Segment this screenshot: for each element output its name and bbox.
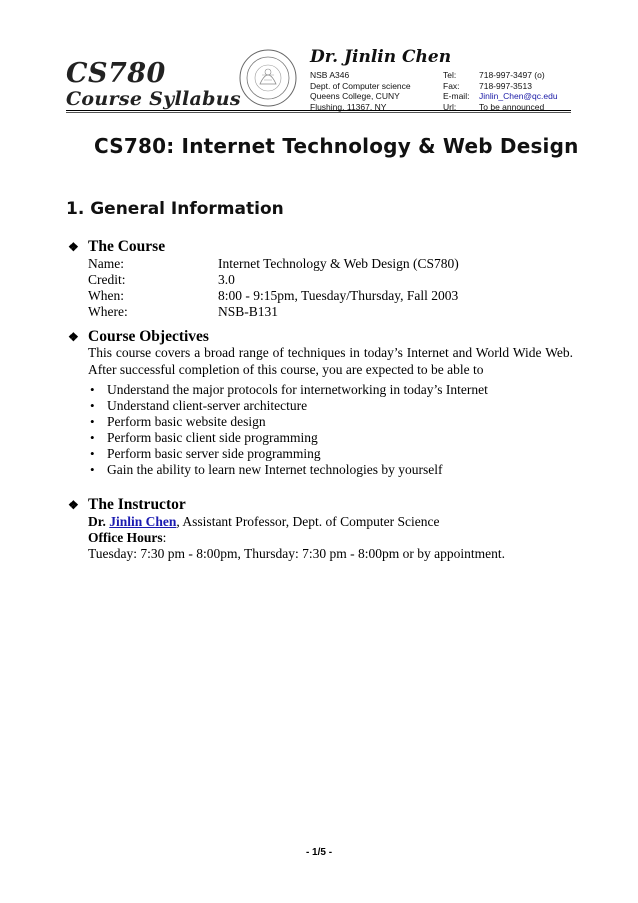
list-item: • Gain the ability to learn new Internet technologies by yourself	[88, 462, 488, 478]
page-number: - 1/5 -	[305, 847, 333, 858]
course-info-row	[88, 272, 235, 288]
college-seal-icon	[238, 48, 298, 108]
doc-type: Course Syllabus	[66, 88, 241, 110]
office-hours-label: Office Hours	[88, 530, 163, 545]
course-code: CS780	[66, 58, 166, 89]
objectives-heading	[68, 328, 209, 346]
course-heading-text: The Course	[88, 238, 166, 255]
instructor-name-header: Dr. Jinlin Chen	[310, 47, 452, 67]
contact-label: E-mail:	[443, 91, 470, 101]
contact-labels	[443, 70, 469, 112]
header-divider-thin	[66, 112, 571, 113]
address-line: NSB A346	[310, 70, 350, 80]
phone-value: 718-997-3497 (o)	[479, 70, 545, 80]
instructor-name-link[interactable]: Jinlin Chen	[109, 514, 177, 529]
office-hours-colon: :	[162, 530, 167, 545]
instructor-title-prefix: Dr.	[88, 514, 106, 529]
url-value: To be announced	[479, 101, 545, 112]
instructor-heading-text: The Instructor	[88, 496, 186, 513]
info-value: Internet Technology & Web Design (CS780)	[218, 256, 459, 271]
fax-value: 718-997-3513	[479, 80, 532, 91]
office-hours-text: Tuesday: 7:30 pm - 8:00pm, Thursday: 7:30 pm - 8:00pm or by appointment.	[88, 546, 505, 561]
office-hours-label-line	[88, 530, 166, 546]
address-line: Queens College, CUNY	[310, 91, 400, 101]
course-info-row	[88, 288, 458, 304]
diamond-bullet-icon: ❖	[68, 240, 79, 254]
info-value: 3.0	[218, 272, 235, 287]
email-link[interactable]: Jinlin_Chen@qc.edu	[479, 91, 558, 101]
diamond-bullet-icon: ❖	[68, 330, 79, 344]
address-line: Dept. of Computer science	[310, 80, 411, 91]
course-heading	[68, 238, 165, 256]
office-address	[310, 70, 411, 112]
list-item: • Understand client-server architecture	[88, 398, 488, 414]
list-item: • Understand the major protocols for internetworking in today’s Internet	[88, 382, 488, 398]
list-item: • Perform basic client side programming	[88, 430, 488, 446]
info-key: Where:	[88, 304, 128, 319]
document-title: CS780: Internet Technology & Web Design	[94, 134, 579, 158]
instructor-position: , Assistant Professor, Dept. of Computer Science	[176, 514, 440, 529]
list-item: • Perform basic server side programming	[88, 446, 488, 462]
objectives-list	[88, 382, 488, 478]
info-value: 8:00 - 9:15pm, Tuesday/Thursday, Fall 2003	[218, 288, 459, 303]
instructor-line	[88, 514, 439, 530]
address-line: Flushing, 11367, NY	[310, 101, 387, 112]
course-info-row	[88, 304, 278, 320]
info-key: Credit:	[88, 272, 126, 287]
objectives-intro: This course covers a broad range of techniques in today’s Internet and World Wide Web. After successful completion of this course, you are expected to be able to	[88, 345, 573, 377]
section-heading: 1. General Information	[66, 199, 284, 219]
contact-label: Tel:	[443, 70, 457, 80]
objectives-heading-text: Course Objectives	[88, 328, 209, 345]
header-divider	[66, 110, 571, 111]
contact-values	[479, 70, 558, 112]
info-key: When:	[88, 288, 124, 303]
info-key: Name:	[88, 256, 124, 271]
diamond-bullet-icon: ❖	[68, 498, 79, 512]
info-value: NSB-B131	[218, 304, 279, 319]
instructor-heading	[68, 496, 186, 514]
course-info-row	[88, 256, 459, 272]
list-item: • Perform basic website design	[88, 414, 488, 430]
contact-label: Fax:	[443, 80, 460, 91]
contact-label: Url:	[443, 101, 457, 112]
